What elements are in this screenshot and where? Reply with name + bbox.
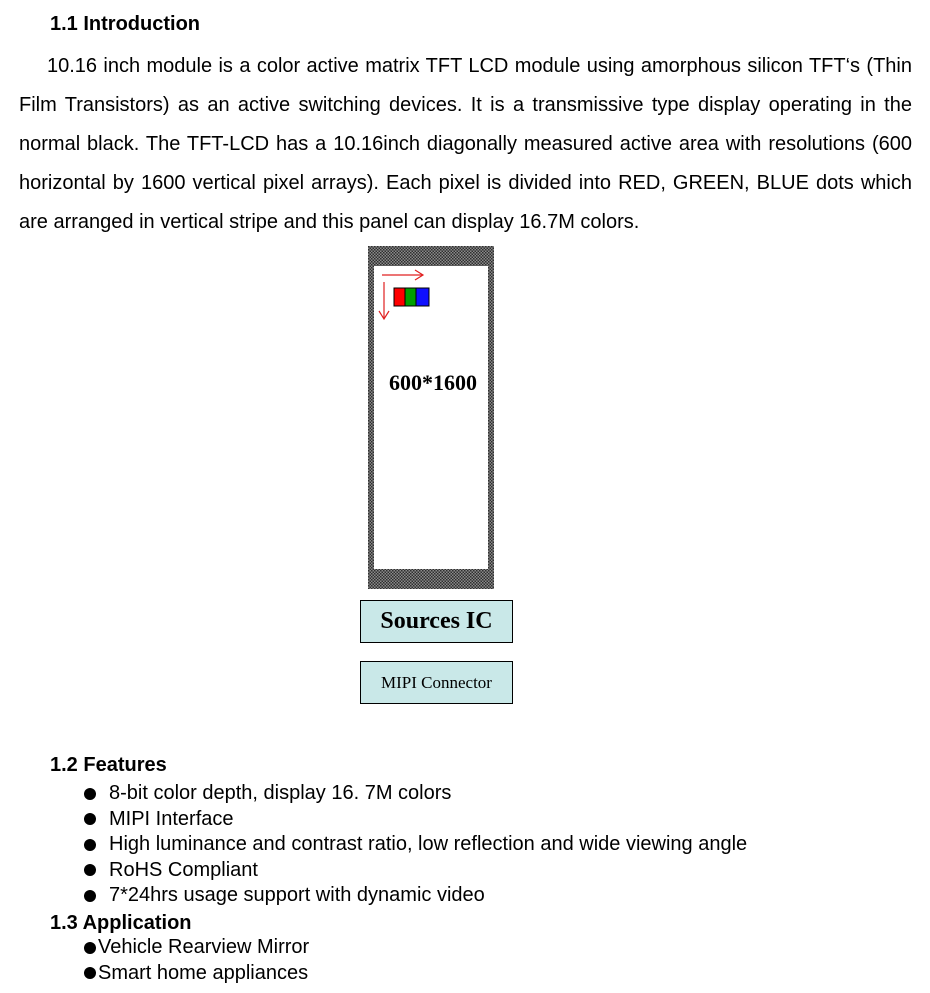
subpixel-red <box>394 288 405 306</box>
bullet-icon <box>84 942 96 954</box>
list-item: 8-bit color depth, display 16. 7M colors <box>84 781 747 807</box>
resolution-label: 600*1600 <box>389 370 477 395</box>
bullet-icon <box>84 788 96 800</box>
features-heading: 1.2 Features <box>50 754 167 776</box>
list-item: Smart home appliances <box>84 961 309 987</box>
mipi-connector-label: MIPI Connector <box>381 672 492 692</box>
list-item: MIPI Interface <box>84 807 747 833</box>
bullet-icon <box>84 967 96 979</box>
bullet-icon <box>84 839 96 851</box>
sources-ic-box <box>360 600 513 643</box>
bullet-icon <box>84 864 96 876</box>
features-list <box>84 781 747 909</box>
subpixel-blue <box>416 288 429 306</box>
subpixel-green <box>405 288 416 306</box>
bullet-icon <box>84 813 96 825</box>
application-list <box>84 935 309 986</box>
list-item: RoHS Compliant <box>84 858 747 884</box>
sources-ic-label: Sources IC <box>380 608 493 634</box>
bullet-icon <box>84 890 96 902</box>
lcd-panel-diagram <box>368 246 494 589</box>
application-heading: 1.3 Application <box>50 912 192 934</box>
mipi-connector-box <box>360 661 513 704</box>
intro-paragraph: 10.16 inch module is a color active matrix TFT LCD module using amorphous silicon TFT‘s (Thin Film Transistors) as an active switching devices. It is a transmissive type display operating in the normal black. The TFT-LCD has a 10.16inch diagonally measured active area with resolutions (600 horizontal by 1600 vertical pixel arrays). Each pixel is divided into RED, GREEN, BLUE dots which are arranged in vertical stripe and this panel can display 16.7M colors. <box>19 55 912 233</box>
list-item: High luminance and contrast ratio, low reflection and wide viewing angle <box>84 832 747 858</box>
list-item: 7*24hrs usage support with dynamic video <box>84 883 747 909</box>
active-area <box>374 266 488 569</box>
intro-heading: 1.1 Introduction <box>50 13 200 35</box>
list-item: Vehicle Rearview Mirror <box>84 935 309 961</box>
